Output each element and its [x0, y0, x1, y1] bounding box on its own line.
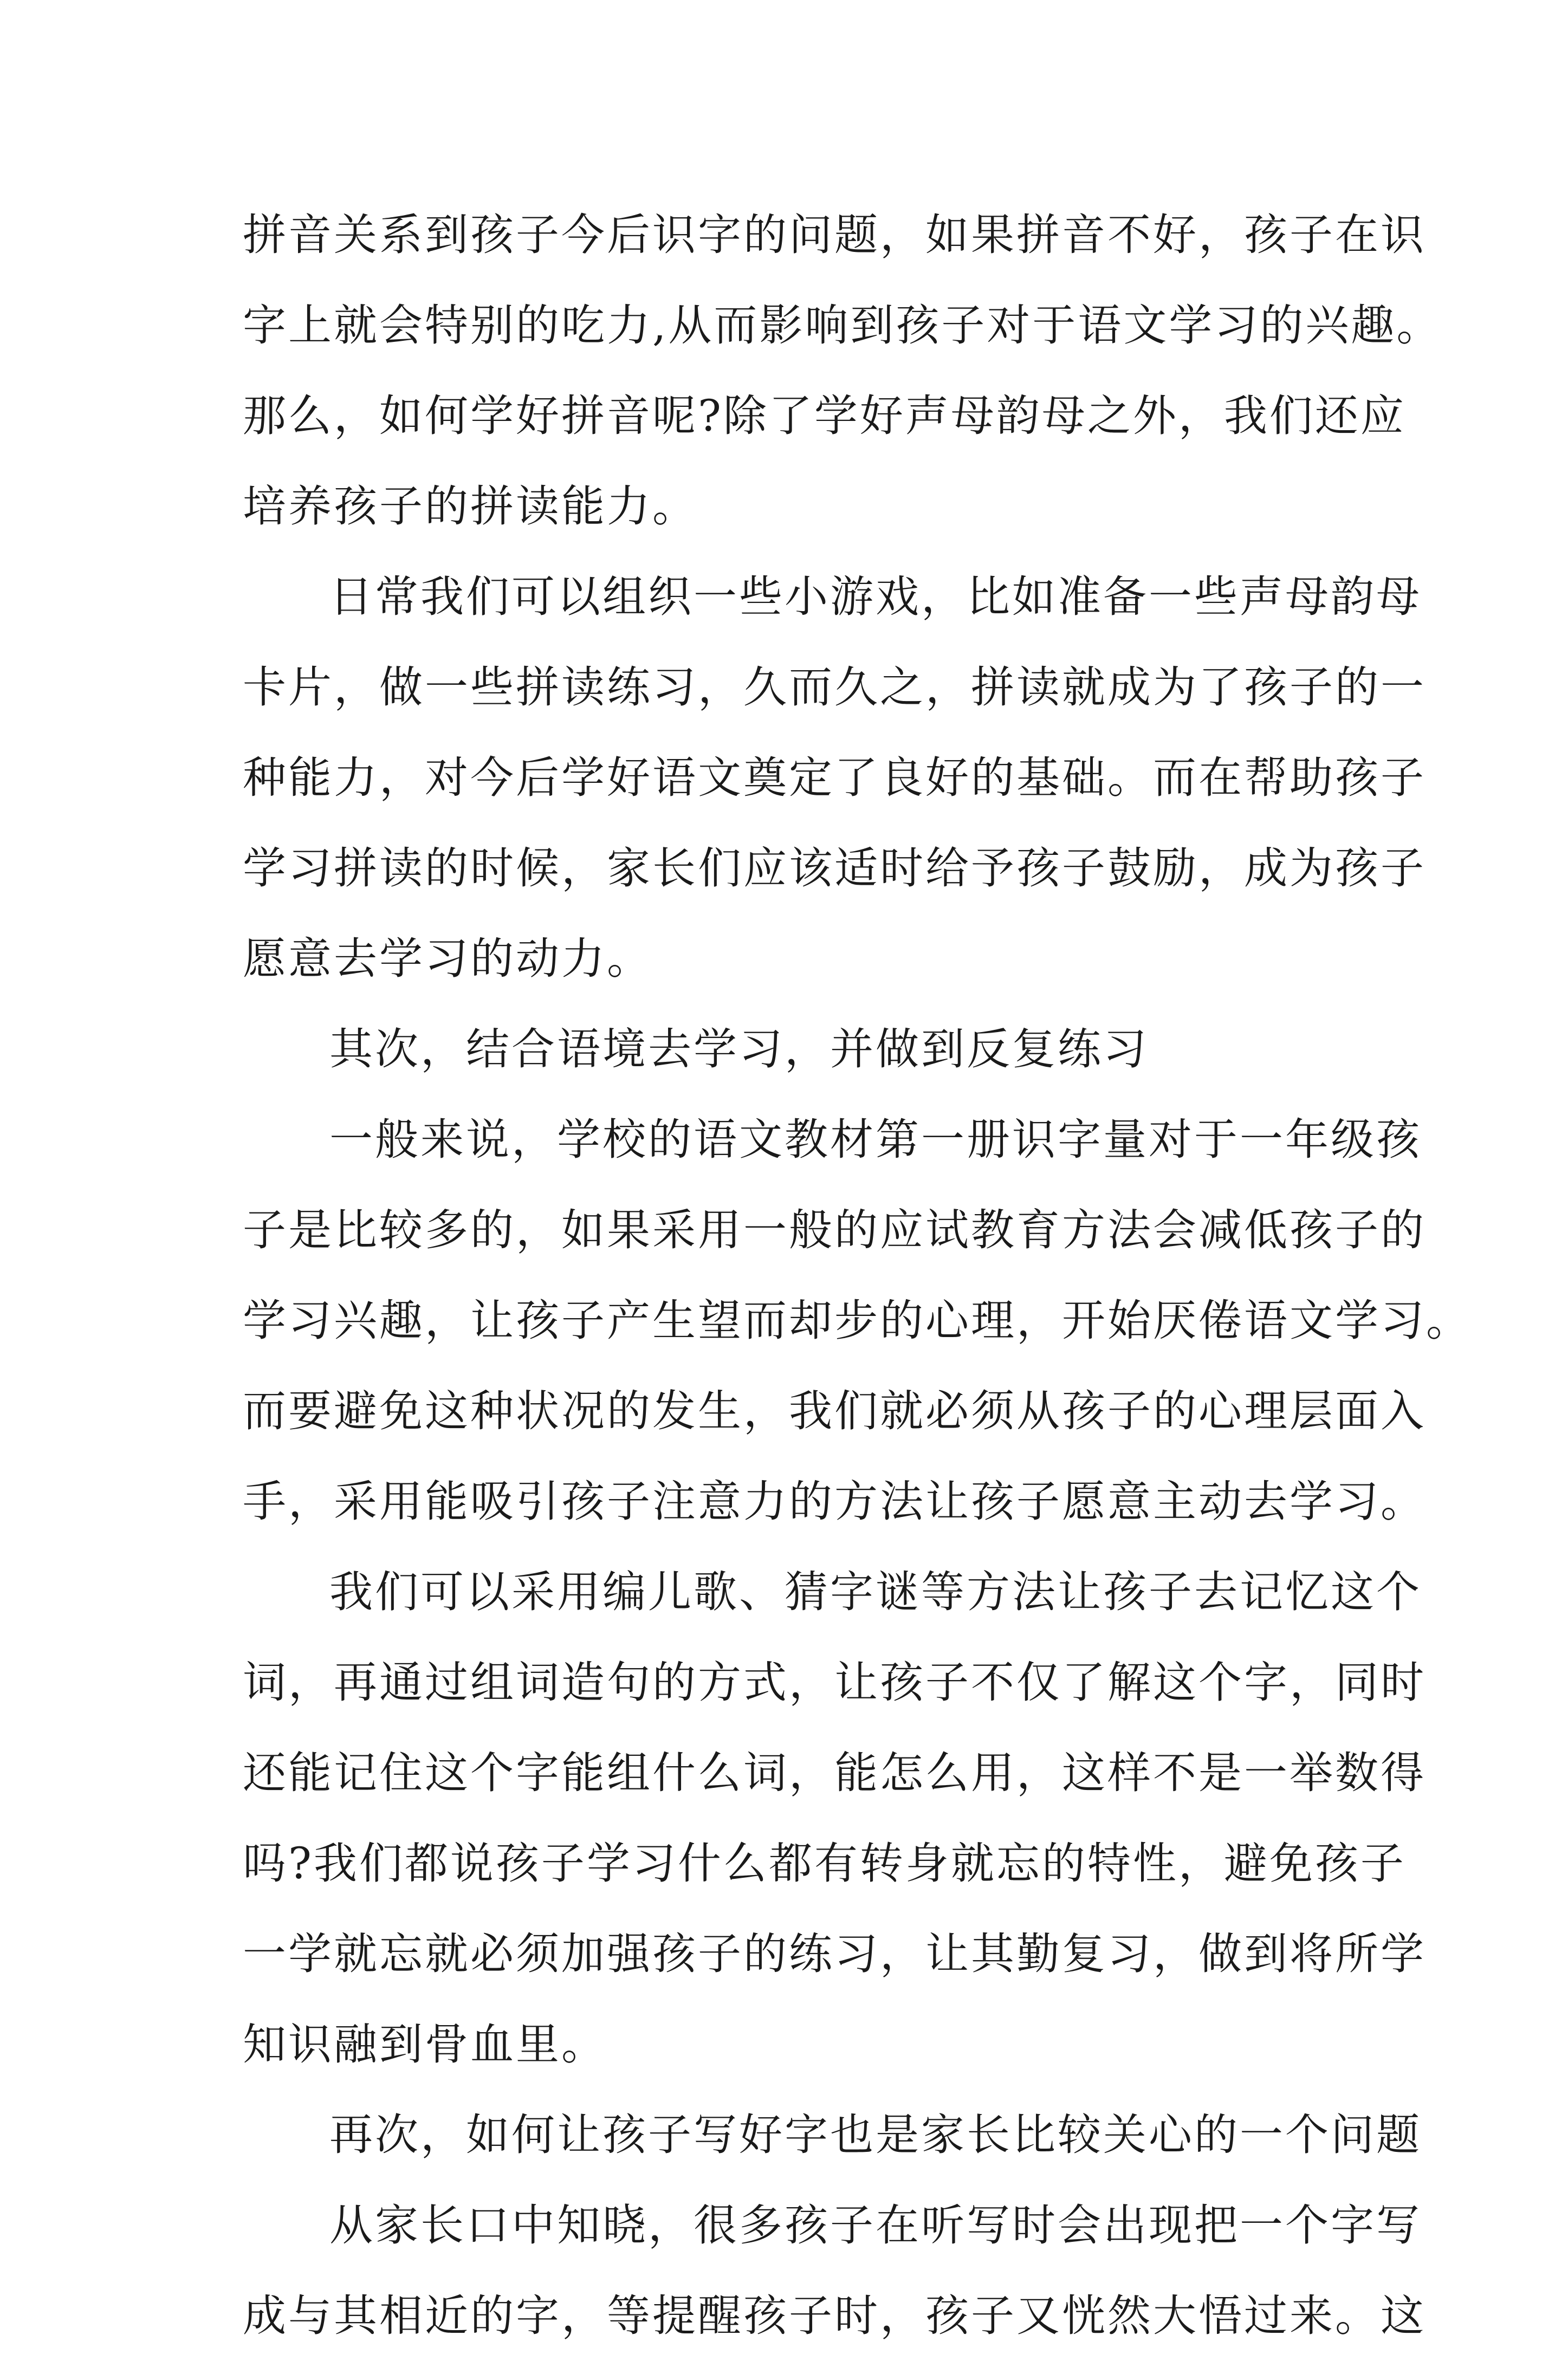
text-line: 吗?我们都说孩子学习什么都有转身就忘的特性，避免孩子	[243, 1838, 1406, 1889]
text-line: 字上就会特别的吃力,从而影响到孩子对于语文学习的兴趣。	[243, 300, 1442, 351]
text-line: 愿意去学习的动力。	[243, 933, 652, 984]
text-line: 那么，如何学好拼音呢?除了学好声母韵母之外，我们还应	[243, 391, 1406, 441]
text-line: 种能力，对今后学好语文奠定了良好的基础。而在帮助孩子	[243, 753, 1426, 803]
text-line: 一般来说，学校的语文教材第一册识字量对于一年级孩	[329, 1114, 1422, 1165]
text-line: 拼音关系到孩子今后识字的问题，如果拼音不好，孩子在识	[243, 210, 1426, 260]
text-line: 知识融到骨血里。	[243, 2019, 607, 2070]
text-line: 卡片，做一些拼读练习，久而久之，拼读就成为了孩子的一	[243, 662, 1426, 712]
text-line: 词，再通过组词造句的方式，让孩子不仅了解这个字，同时	[243, 1657, 1426, 1708]
text-line: 培养孩子的拼读能力。	[243, 481, 698, 531]
text-line: 日常我们可以组织一些小游戏，比如准备一些声母韵母	[329, 572, 1422, 622]
text-line: 我们可以采用编儿歌、猜字谜等方法让孩子去记忆这个	[329, 1567, 1422, 1617]
text-line: 学习拼读的时候，家长们应该适时给予孩子鼓励，成为孩子	[243, 843, 1426, 893]
text-line: 学习兴趣，让孩子产生望而却步的心理，开始厌倦语文学习。	[243, 1295, 1472, 1346]
body-text	[243, 190, 1472, 2361]
text-line: 一学就忘就必须加强孩子的练习，让其勤复习，做到将所学	[243, 1929, 1426, 1979]
text-line: 而要避免这种状况的发生，我们就必须从孩子的心理层面入	[243, 1386, 1426, 1436]
text-line: 还能记住这个字能组什么词，能怎么用，这样不是一举数得	[243, 1748, 1426, 1798]
text-line: 从家长口中知晓，很多孩子在听写时会出现把一个字写	[329, 2200, 1422, 2250]
text-line: 手，采用能吸引孩子注意力的方法让孩子愿意主动去学习。	[243, 1476, 1426, 1527]
text-line: 子是比较多的，如果采用一般的应试教育方法会减低孩子的	[243, 1205, 1426, 1255]
section-heading: 再次，如何让孩子写好字也是家长比较关心的一个问题	[329, 2110, 1422, 2160]
text-line: 成与其相近的字，等提醒孩子时，孩子又恍然大悟过来。这	[243, 2291, 1426, 2341]
section-heading: 其次，结合语境去学习，并做到反复练习	[329, 1024, 1149, 1074]
